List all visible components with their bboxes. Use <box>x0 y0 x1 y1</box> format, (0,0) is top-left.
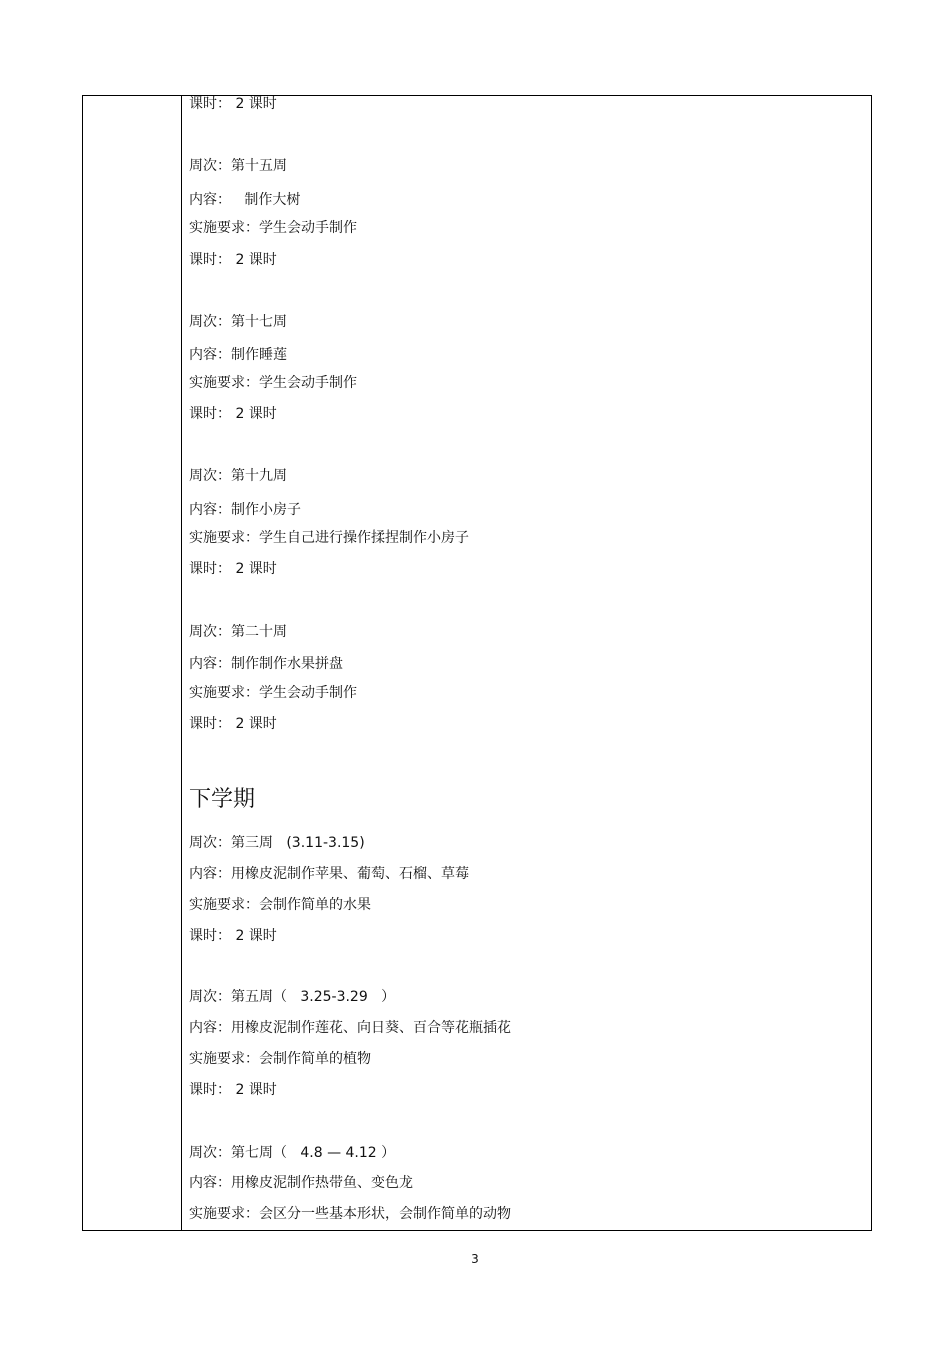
requirement-text: 实施要求：学生会动手制作 <box>189 220 357 236</box>
column-divider <box>181 96 182 1230</box>
content-text: 内容：用橡皮泥制作苹果、葡萄、石榴、草莓 <box>189 866 469 882</box>
page-number: 3 <box>471 1252 479 1266</box>
requirement-text: 实施要求：会区分一些基本形状，会制作简单的动物 <box>189 1206 511 1222</box>
week-label: 周次：第七周（ 4.8 — 4.12 ） <box>189 1145 396 1161</box>
week-label: 周次：第五周（ 3.25-3.29 ） <box>189 989 396 1005</box>
week-label: 周次：第三周 (3.11-3.15) <box>189 835 365 851</box>
content-text: 内容：制作睡莲 <box>189 347 287 363</box>
content-text: 内容： 制作大树 <box>189 192 301 208</box>
class-hours: 课时： 2 课时 <box>189 1082 277 1098</box>
class-hours: 课时： 2 课时 <box>189 716 277 732</box>
class-hours: 课时： 2 课时 <box>189 928 277 944</box>
content-text: 内容：用橡皮泥制作热带鱼、变色龙 <box>189 1175 413 1191</box>
class-hours: 课时： 2 课时 <box>189 406 277 422</box>
week-label: 周次：第十九周 <box>189 468 287 484</box>
requirement-text: 实施要求：会制作简单的植物 <box>189 1051 371 1067</box>
requirement-text: 实施要求：学生会动手制作 <box>189 685 357 701</box>
content-text: 内容：制作制作水果拼盘 <box>189 656 343 672</box>
content-text: 内容：用橡皮泥制作莲花、向日葵、百合等花瓶插花 <box>189 1020 511 1036</box>
class-hours: 课时： 2 课时 <box>189 96 277 112</box>
requirement-text: 实施要求：学生自己进行操作揉捏制作小房子 <box>189 530 469 546</box>
requirement-text: 实施要求：学生会动手制作 <box>189 375 357 391</box>
week-label: 周次：第十五周 <box>189 158 287 174</box>
week-label: 周次：第十七周 <box>189 314 287 330</box>
class-hours: 课时： 2 课时 <box>189 252 277 268</box>
content-text: 内容：制作小房子 <box>189 502 301 518</box>
class-hours: 课时： 2 课时 <box>189 561 277 577</box>
requirement-text: 实施要求：会制作简单的水果 <box>189 897 371 913</box>
week-label: 周次：第二十周 <box>189 624 287 640</box>
section-heading: 下学期 <box>189 787 256 812</box>
